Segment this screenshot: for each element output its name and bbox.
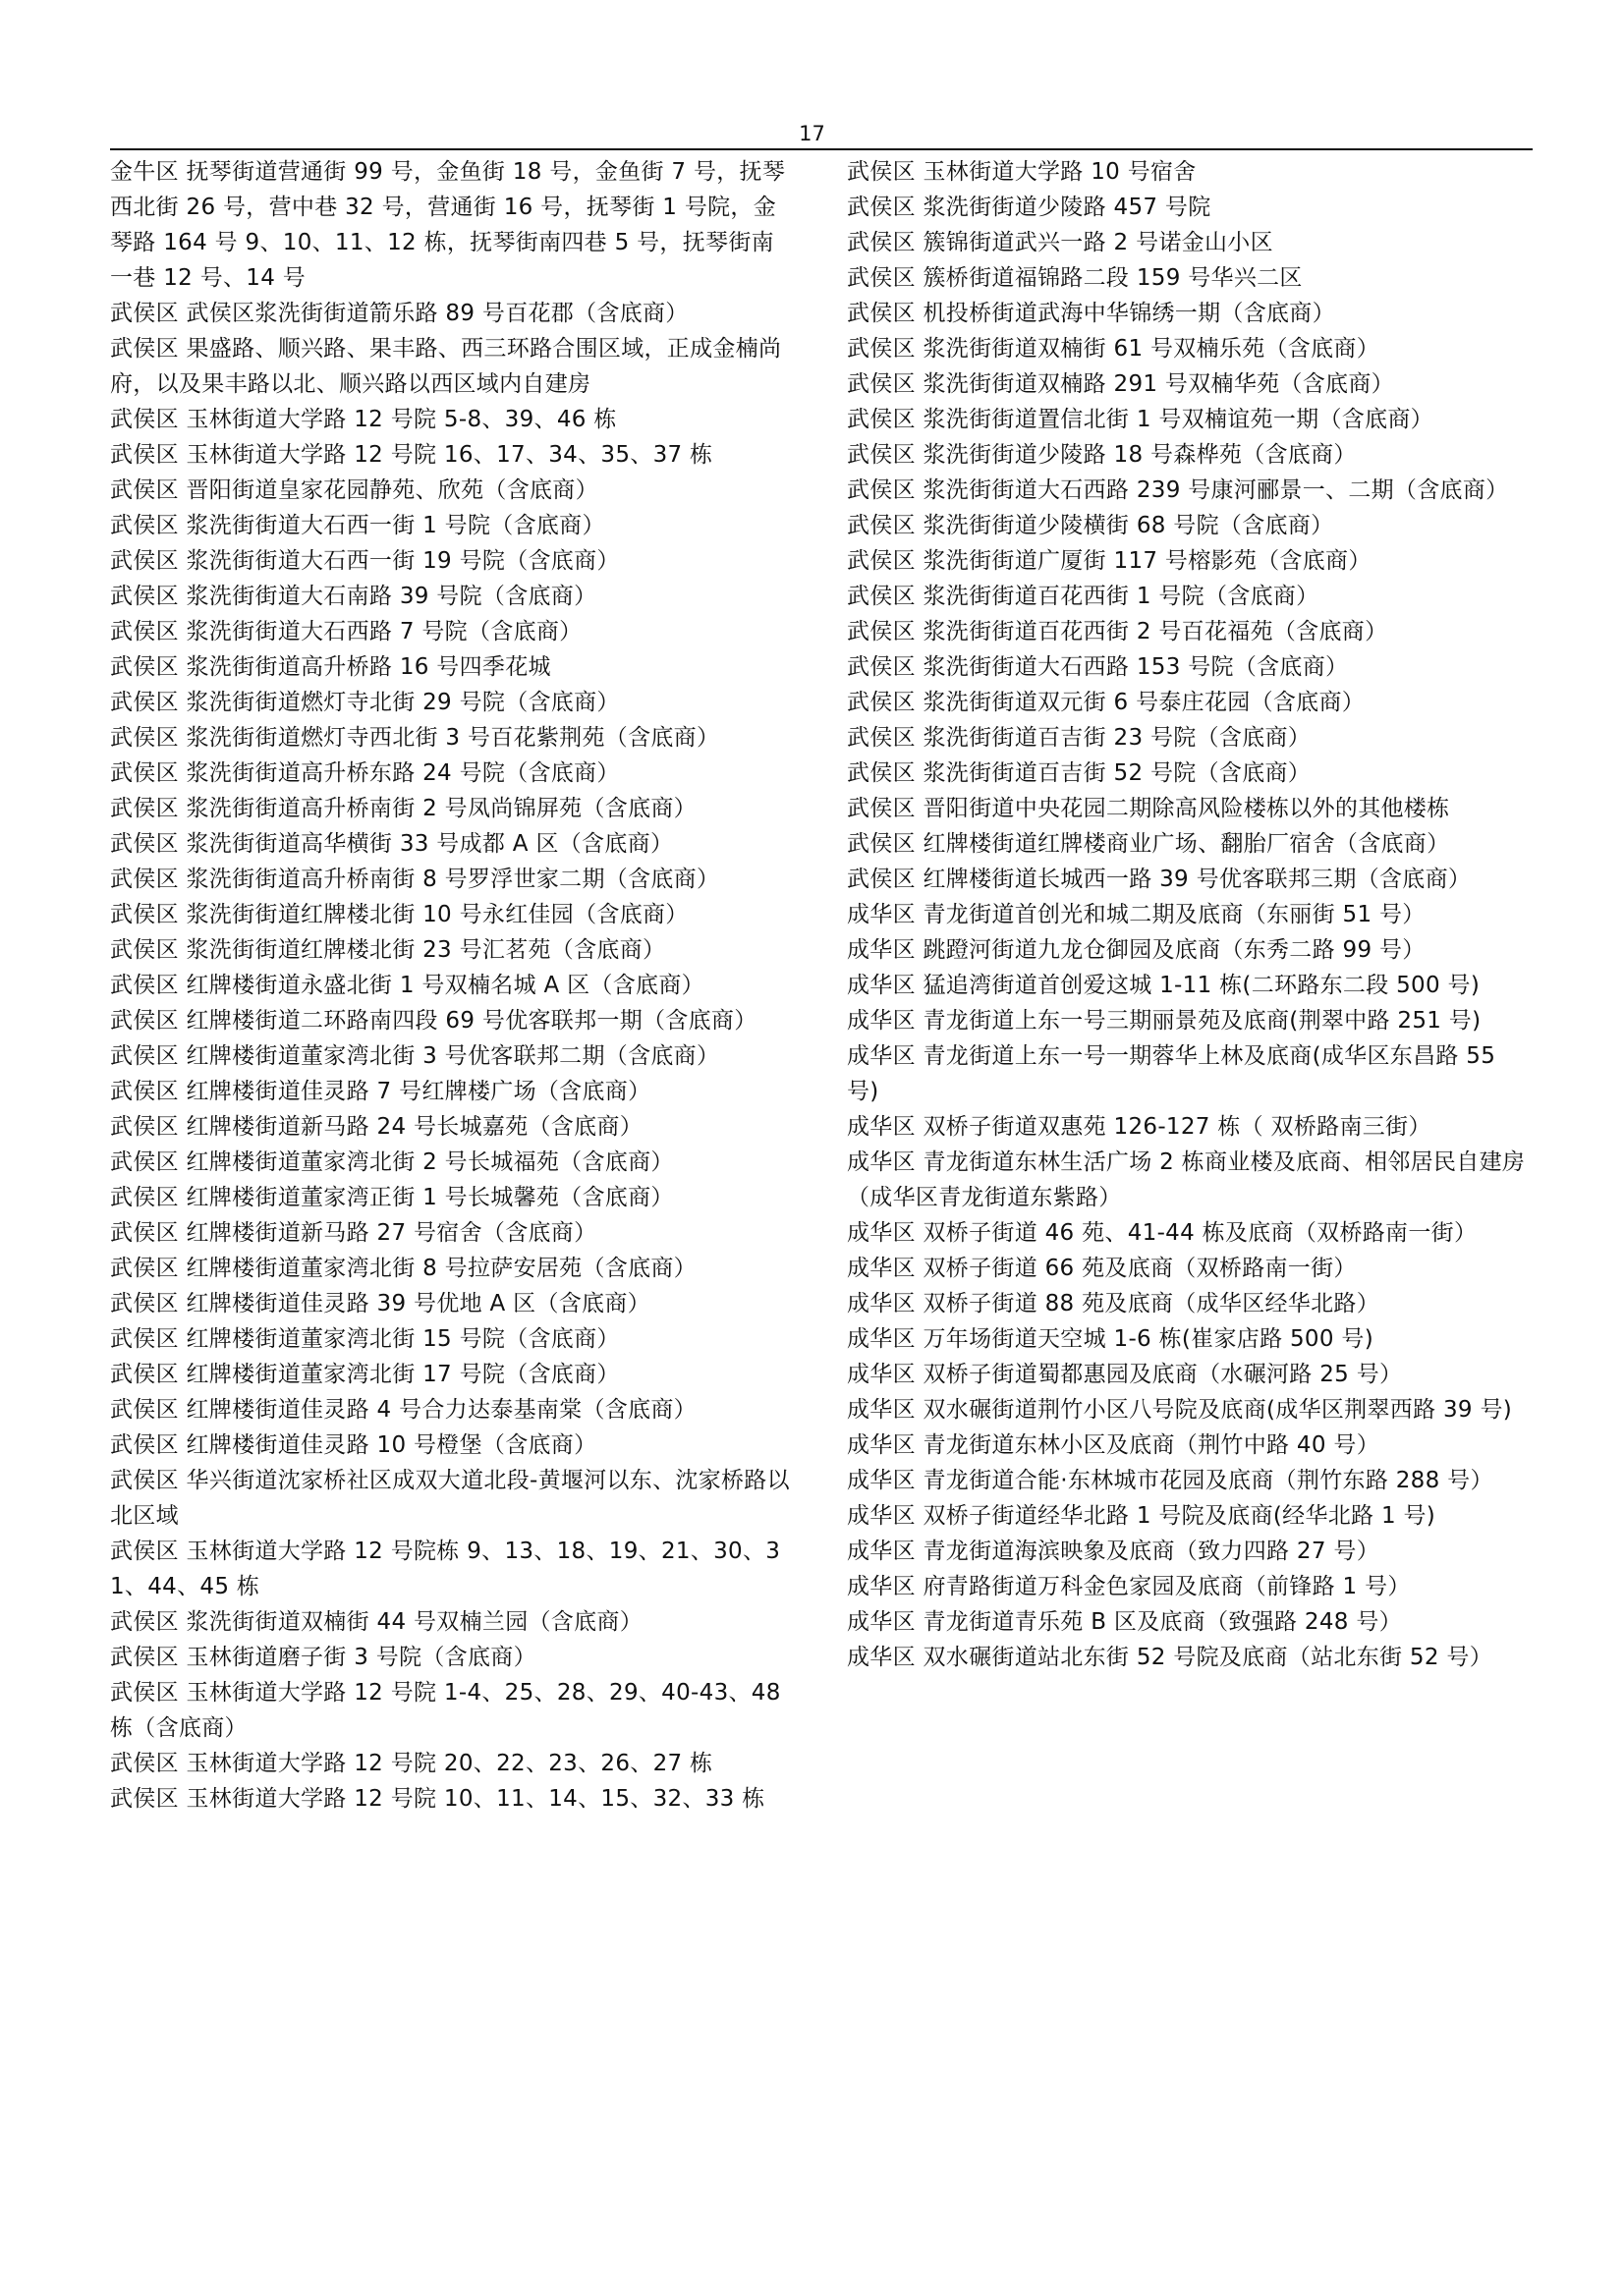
list-item: 成华区 双水碾街道站北东街 52 号院及底商（站北东街 52 号） — [847, 1645, 1492, 1670]
list-item: 成华区 猛追湾街道首创爱这城 1-11 栋(二环路东二段 500 号) — [847, 973, 1481, 998]
list-item: 武侯区 浆洗街街道高升桥南街 8 号罗浮世家二期（含底商） — [110, 867, 720, 892]
list-item: 武侯区 浆洗街街道广厦街 117 号榕影苑（含底商） — [847, 548, 1372, 574]
list-item: 武侯区 浆洗街街道少陵路 457 号院 — [847, 195, 1211, 220]
list-item: 武侯区 浆洗街街道百花西街 1 号院（含底商） — [847, 584, 1319, 609]
list-item: 武侯区 浆洗街街道红牌楼北街 10 号永红佳园（含底商） — [110, 902, 689, 927]
list-item: 武侯区 红牌楼街道新马路 27 号宿舍（含底商） — [110, 1220, 597, 1246]
list-item: 成华区 府青路街道万科金色家园及底商（前锋路 1 号） — [847, 1574, 1411, 1599]
list-item: 武侯区 果盛路、顺兴路、果丰路、西三环路合围区域，正成金楠尚府，以及果丰路以北、顺兴路以西区域内自建房 — [110, 336, 782, 397]
list-item: 成华区 跳蹬河街道九龙仓御园及底商（东秀二路 99 号） — [847, 937, 1426, 963]
list-item: 武侯区 红牌楼街道佳灵路 39 号优地 A 区（含底商） — [110, 1291, 650, 1316]
list-item: 武侯区 浆洗街街道高升桥路 16 号四季花城 — [110, 654, 551, 680]
list-item: 成华区 双桥子街道 88 苑及底商（成华区经华北路） — [847, 1291, 1379, 1316]
list-item: 成华区 青龙街道东林小区及底商（荆竹中路 40 号） — [847, 1432, 1379, 1458]
list-item: 成华区 万年场街道天空城 1-6 栋(崔家店路 500 号) — [847, 1326, 1373, 1352]
list-item: 武侯区 玉林街道大学路 12 号院栋 9、13、18、19、21、30、31、44、45 栋 — [110, 1539, 781, 1599]
list-item: 武侯区 浆洗街街道大石西路 7 号院（含底商） — [110, 619, 583, 644]
list-item: 武侯区 浆洗街街道双楠路 291 号双楠华苑（含底商） — [847, 371, 1394, 397]
list-item: 武侯区 玉林街道大学路 10 号宿舍 — [847, 159, 1197, 185]
list-item: 武侯区 浆洗街街道置信北街 1 号双楠谊苑一期（含底商） — [847, 407, 1433, 432]
list-item: 武侯区 浆洗街街道燃灯寺北街 29 号院（含底商） — [110, 690, 620, 715]
list-item: 成华区 双桥子街道经华北路 1 号院及底商(经华北路 1 号) — [847, 1503, 1436, 1529]
list-item: 成华区 青龙街道东林生活广场 2 栋商业楼及底商、相邻居民自建房（成华区青龙街道东紫路） — [847, 1149, 1526, 1210]
list-item: 武侯区 红牌楼街道永盛北街 1 号双楠名城 A 区（含底商） — [110, 973, 704, 998]
list-item: 成华区 双桥子街道 46 苑、41-44 栋及底商（双桥路南一街） — [847, 1220, 1478, 1246]
list-item: 武侯区 晋阳街道皇家花园静苑、欣苑（含底商） — [110, 477, 598, 503]
list-item: 武侯区 红牌楼街道佳灵路 10 号橙堡（含底商） — [110, 1432, 597, 1458]
list-item: 武侯区 玉林街道大学路 12 号院 16、17、34、35、37 栋 — [110, 442, 713, 468]
list-item: 武侯区 红牌楼街道董家湾北街 2 号长城福苑（含底商） — [110, 1149, 674, 1175]
list-item: 武侯区 浆洗街街道双楠街 44 号双楠兰园（含底商） — [110, 1609, 643, 1635]
list-item: 武侯区 玉林街道磨子街 3 号院（含底商） — [110, 1645, 536, 1670]
page-number: 17 — [799, 122, 825, 145]
list-item: 武侯区 红牌楼街道董家湾北街 8 号拉萨安居苑（含底商） — [110, 1256, 697, 1281]
list-item: 武侯区 簇锦街道武兴一路 2 号诺金山小区 — [847, 230, 1273, 255]
list-item: 武侯区 玉林街道大学路 12 号院 10、11、14、15、32、33 栋 — [110, 1786, 765, 1812]
list-item: 武侯区 玉林街道大学路 12 号院 20、22、23、26、27 栋 — [110, 1751, 713, 1776]
list-item: 武侯区 浆洗街街道高升桥南街 2 号凤尚锦屏苑（含底商） — [110, 796, 697, 821]
list-item: 成华区 青龙街道海滨映象及底商（致力四路 27 号） — [847, 1539, 1379, 1564]
list-item: 武侯区 红牌楼街道新马路 24 号长城嘉苑（含底商） — [110, 1114, 643, 1140]
list-item: 成华区 双桥子街道双惠苑 126-127 栋（ 双桥路南三街） — [847, 1114, 1431, 1140]
list-item: 成华区 双水碾街道荆竹小区八号院及底商(成华区荆翠西路 39 号) — [847, 1397, 1513, 1423]
list-item: 武侯区 浆洗街街道燃灯寺西北街 3 号百花紫荆苑（含底商） — [110, 725, 720, 751]
list-item: 成华区 青龙街道青乐苑 B 区及底商（致强路 248 号） — [847, 1609, 1402, 1635]
list-item: 武侯区 浆洗街街道双楠街 61 号双楠乐苑（含底商） — [847, 336, 1379, 362]
list-item: 武侯区 浆洗街街道高升桥东路 24 号院（含底商） — [110, 760, 620, 786]
list-item: 成华区 青龙街道合能·东林城市花园及底商（荆竹东路 288 号） — [847, 1468, 1493, 1493]
list-item: 武侯区 浆洗街街道大石南路 39 号院（含底商） — [110, 584, 597, 609]
left-column — [110, 154, 793, 1817]
list-item: 武侯区 浆洗街街道大石西一街 1 号院（含底商） — [110, 513, 605, 538]
list-item: 武侯区 红牌楼街道二环路南四段 69 号优客联邦一期（含底商） — [110, 1008, 757, 1034]
list-item: 武侯区 浆洗街街道大石西路 239 号康河郦景一、二期（含底商） — [847, 477, 1509, 503]
list-item: 成华区 双桥子街道 66 苑及底商（双桥路南一街） — [847, 1256, 1357, 1281]
list-item: 武侯区 晋阳街道中央花园二期除高风险楼栋以外的其他楼栋 — [847, 796, 1450, 821]
list-item: 武侯区 浆洗街街道大石西路 153 号院（含底商） — [847, 654, 1349, 680]
list-item: 成华区 双桥子街道蜀都惠园及底商（水碾河路 25 号） — [847, 1362, 1403, 1387]
list-item: 金牛区 抚琴街道营通街 99 号，金鱼街 18 号，金鱼街 7 号，抚琴西北街 26 号，营中巷 32 号，营通街 16 号，抚琴街 1 号院，金琴路 164 号 9、10、11、12 栋，抚琴街南四巷 5 号，抚琴街南一巷 12 号、14 号 — [110, 159, 786, 291]
list-item: 成华区 青龙街道首创光和城二期及底商（东丽街 51 号） — [847, 902, 1426, 927]
list-item: 武侯区 红牌楼街道董家湾北街 17 号院（含底商） — [110, 1362, 620, 1387]
list-item: 武侯区 浆洗街街道高华横街 33 号成都 A 区（含底商） — [110, 831, 674, 857]
list-item: 武侯区 红牌楼街道董家湾正街 1 号长城馨苑（含底商） — [110, 1185, 674, 1210]
list-item: 成华区 青龙街道上东一号三期丽景苑及底商(荆翠中路 251 号) — [847, 1008, 1482, 1034]
list-item: 武侯区 浆洗街街道百花西街 2 号百花福苑（含底商） — [847, 619, 1388, 644]
list-item: 武侯区 浆洗街街道少陵路 18 号森桦苑（含底商） — [847, 442, 1357, 468]
list-item: 成华区 青龙街道上东一号一期蓉华上林及底商(成华区东昌路 55 号) — [847, 1043, 1496, 1104]
list-item: 武侯区 红牌楼街道长城西一路 39 号优客联邦三期（含底商） — [847, 867, 1472, 892]
list-item: 武侯区 玉林街道大学路 12 号院 5-8、39、46 栋 — [110, 407, 617, 432]
list-item: 武侯区 红牌楼街道佳灵路 7 号红牌楼广场（含底商） — [110, 1079, 651, 1104]
list-item: 武侯区 红牌楼街道红牌楼商业广场、翻胎厂宿舍（含底商） — [847, 831, 1450, 857]
list-item: 武侯区 红牌楼街道董家湾北街 3 号优客联邦二期（含底商） — [110, 1043, 720, 1069]
list-item: 武侯区 浆洗街街道少陵横街 68 号院（含底商） — [847, 513, 1334, 538]
header-rule — [110, 148, 1533, 150]
list-item: 武侯区 武侯区浆洗街街道箭乐路 89 号百花郡（含底商） — [110, 301, 689, 326]
list-item: 武侯区 浆洗街街道百吉街 23 号院（含底商） — [847, 725, 1312, 751]
list-item: 武侯区 红牌楼街道佳灵路 4 号合力达泰基南棠（含底商） — [110, 1397, 697, 1423]
list-item: 武侯区 华兴街道沈家桥社区成双大道北段-黄堰河以东、沈家桥路以北区域 — [110, 1468, 790, 1529]
list-item: 武侯区 机投桥街道武海中华锦绣一期（含底商） — [847, 301, 1335, 326]
list-item: 武侯区 浆洗街街道大石西一街 19 号院（含底商） — [110, 548, 620, 574]
right-column — [847, 154, 1535, 1675]
list-item: 武侯区 浆洗街街道双元街 6 号泰庄花园（含底商） — [847, 690, 1366, 715]
list-item: 武侯区 浆洗街街道百吉街 52 号院（含底商） — [847, 760, 1312, 786]
list-item: 武侯区 玉林街道大学路 12 号院 1-4、25、28、29、40-43、48 栋（含底商） — [110, 1680, 781, 1741]
list-item: 武侯区 红牌楼街道董家湾北街 15 号院（含底商） — [110, 1326, 620, 1352]
list-item: 武侯区 簇桥街道福锦路二段 159 号华兴二区 — [847, 265, 1303, 291]
list-item: 武侯区 浆洗街街道红牌楼北街 23 号汇茗苑（含底商） — [110, 937, 666, 963]
